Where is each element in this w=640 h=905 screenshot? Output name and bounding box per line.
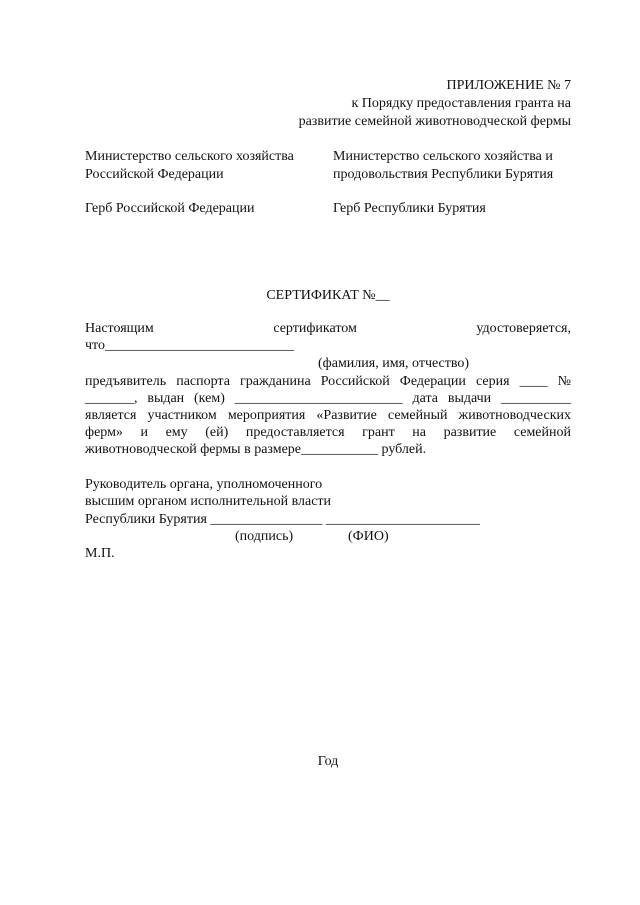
certificate-line-1 [85,320,571,337]
appendix-line-2: развитие семейной животноводческой фермы [298,114,571,129]
signature-line-3: Республики Бурятия ________________ ______________________ [85,512,480,527]
left-ministry-line-2: Российской Федерации [85,167,224,182]
certificate-title: СЕРТИФИКАТ №__ [266,288,390,303]
signature-hint: (подпись) [235,529,294,544]
name-hint-fio: (ФИО) [348,529,389,544]
stamp-label: М.П. [85,546,115,561]
amount-line: животноводческой фермы в размере___________ рублей. [85,442,427,457]
right-ministry-line-2: продовольствия Республики Бурятия [333,167,554,182]
right-emblem-label: Герб Республики Бурятия [333,201,486,216]
signature-line-2: высшим органом исполнительной власти [85,494,332,509]
left-emblem-label: Герб Российской Федерации [85,201,255,216]
signature-line-1: Руководитель органа, уполномоченного [85,477,323,492]
participant-line: является участником мероприятия «Развитие семейный животноводческих [85,408,571,423]
year-label: Год [317,754,339,769]
issued-line: _______, выдан (кем) ________________________ дата выдачи __________ [85,391,571,406]
certificate-word-1: Настоящим [85,321,154,336]
right-ministry-line-1: Министерство сельского хозяйства и [333,149,553,164]
certificate-name-blank: что___________________________ [85,338,294,353]
certificate-word-2: сертификатом [273,321,357,336]
appendix-title: ПРИЛОЖЕНИЕ № 7 [446,78,571,93]
appendix-line-1: к Порядку предоставления гранта на [351,96,571,111]
passport-line: предъявитель паспорта гражданина Российской Федерации серия ____ № [85,374,571,389]
certificate-word-3: удостоверяется, [476,321,571,336]
name-hint: (фамилия, имя, отчество) [318,356,470,371]
left-ministry-line-1: Министерство сельского хозяйства [85,149,294,164]
grant-line: ферм» и ему (ей) предоставляется грант на развитие семейной [85,425,571,440]
